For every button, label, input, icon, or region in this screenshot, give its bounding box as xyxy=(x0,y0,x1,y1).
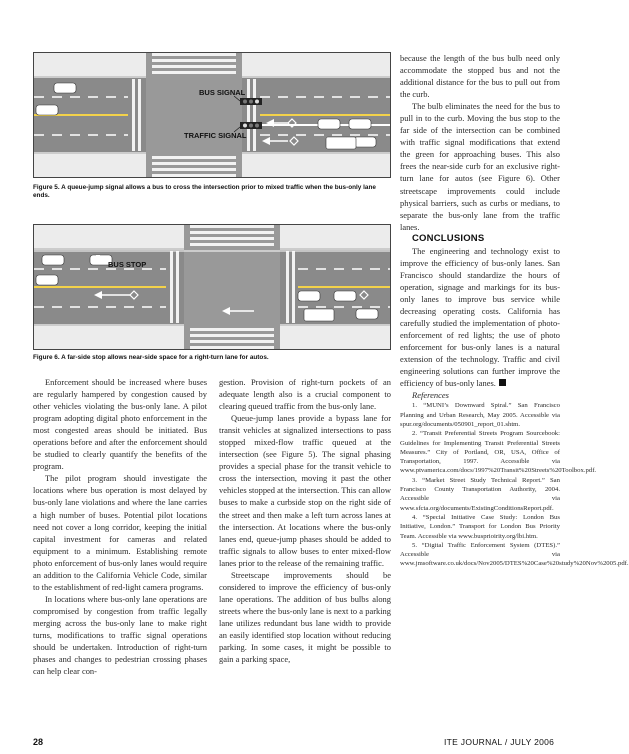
paragraph: The pilot program should investigate the locations where bus operation is most delayed by bus-only lane violations and where the lane carries a high number of buses. Potential pilot locations need not cover a long corridor, keeping the initial capital investment for cameras and related equipment to a minimum. Establishing remote photo enforcement of bus-only lanes would require an addition to the California Vehicle Code, similar to the establishment of red-light camera programs. xyxy=(33,473,207,592)
reference-item: 4. “Special Initiative Case Study: London Bus Initiative, London.” Transport for London Bus Priority Team. Accessible via www.busprioirity.org/lbi.htm. xyxy=(400,513,560,540)
bus-signal-label: BUS SIGNAL xyxy=(199,88,246,97)
paragraph: In locations where bus-only lane operations are compromised by congestion from traffic legally merging across the bus-only lane to make right turns, modifications to traffic signal operations should be undertaken. Introduction of right-turn phases and changes to pedestrian crossing phases can help clear con- xyxy=(33,593,207,677)
reference-item: 3. “Market Street Study Technical Report.” San Francisco County Transportation Authority, 2004. Accessible via www.sfcta.org/documents/ExistingConditionsReport.pdf. xyxy=(400,476,560,512)
end-mark-icon xyxy=(499,379,506,386)
conclusion-paragraph xyxy=(400,245,560,390)
reference-item: 2. “Transit Preferential Streets Program Sourcebook: Guidelines for Implementing Transit Preferential Streets Measures.” City of Portland, OR, USA, Office of Transportation, 1997. Accessible via www.ptvamerica.com/docs/1997%20Transit%20Streets%20Toolbox.pdf. xyxy=(400,430,597,475)
references-heading: References xyxy=(412,390,449,401)
conclusions-heading: CONCLUSIONS xyxy=(412,232,485,244)
traffic-signal-label: TRAFFIC SIGNAL xyxy=(184,131,247,140)
paragraph: Enforcement should be increased where buses are regularly hampered by congestion caused by other vehicles violating the bus-only lane. A pilot program adopting digital photo enforcement in the most congested areas should be initiated. Bus operations before and after the enforcement should be studied to clearly quantify the benefits of the program. xyxy=(33,377,207,472)
reference-item: 5. “Digital Traffic Enforcement System (DTES).” Accessible via www.jmsoftware.co.uk/docs/Nov2005/DTES%20Case%20study%20Nov%2005.pdf. xyxy=(400,541,629,568)
journal-footer: ITE JOURNAL / JULY 2006 xyxy=(444,737,555,747)
paragraph: Streetscape improvements should be considered to improve the efficiency of bus-only lane operations. The addition of bus bulbs along streets where the bus-only lane is next to a parking lane utilizes redundant bus lane width to provide an easily identified stop location without reducing parking. In some cases, it might be possible to gain a parking space, xyxy=(219,569,391,665)
body-column-1 xyxy=(33,376,207,677)
figure-6-illustration xyxy=(33,224,391,350)
paragraph: gestion. Provision of right-turn pockets of an adequate length also is a crucial component to clearing queued traffic from the bus-only lane. xyxy=(219,377,391,412)
conclusion-text: The engineering and technology exist to improve the efficiency of bus-only lanes. San Francisco should standardize the hours of operation, signage and markings for its bus-only lanes to improve bus service while decreasing operating costs. California has carefully studied the implementation of photo-enforcement of red lights; the use of photo enforcement for bus-only lanes is a natural extension of the technology. Traffic and civil engineering solutions can further improve the efficiency of bus-only lanes. xyxy=(400,245,560,389)
page-number: 28 xyxy=(33,737,44,747)
body-column-2 xyxy=(219,376,391,665)
figure-5-caption: Figure 5. A queue-jump signal allows a bus to cross the intersection prior to mixed traffic when the bus-only lane ends. xyxy=(33,184,376,199)
figure-5-illustration xyxy=(33,52,391,178)
body-column-3 xyxy=(400,52,629,569)
figure-6-caption: Figure 6. A far-side stop allows near-side space for a right-turn lane for autos. xyxy=(33,354,269,361)
paragraph: because the length of the bus bulb need only accommodate the stopped bus and not the additional distance for the bus to pull out from the curb. xyxy=(400,53,560,100)
paragraph: Queue-jump lanes provide a bypass lane for transit vehicles at signalized intersections to pass stopped mixed-flow traffic queued at the intersection (see Figure 5). The signal phasing provides a special phase for the transit vehicle to cross the intersection, moving it past the other vehicles stopped at the intersection. This can allow buses to make a curbside stop on the right side of the street and then make a left turn across lanes at the intersection. At locations where the bus-only lanes end, queue-jump phases should be added to traffic signals to allow buses to enter mixed-flow lanes prior to the release of the remaining traffic. xyxy=(219,413,391,568)
paragraph: The bulb eliminates the need for the bus to pull in to the curb. Moving the bus stop to the far side of the intersection can be combined with traffic signal modifications that extend the green for approaching buses. This also frees the near-side curb for an exclusive right-turn lane for autos (see Figure 6). Other streetscape improvements could include physical barriers, such as curbs or medians, to separate the bus-only lane from the traffic lanes. xyxy=(400,101,560,232)
bus-stop-label: BUS STOP xyxy=(108,260,147,269)
reference-item: 1. “MUNI’s Downward Spiral.” San Francisco Planning and Urban Research, May 2005. Accessible via spur.org/documents/050901_report_01.shtm. xyxy=(400,402,560,428)
